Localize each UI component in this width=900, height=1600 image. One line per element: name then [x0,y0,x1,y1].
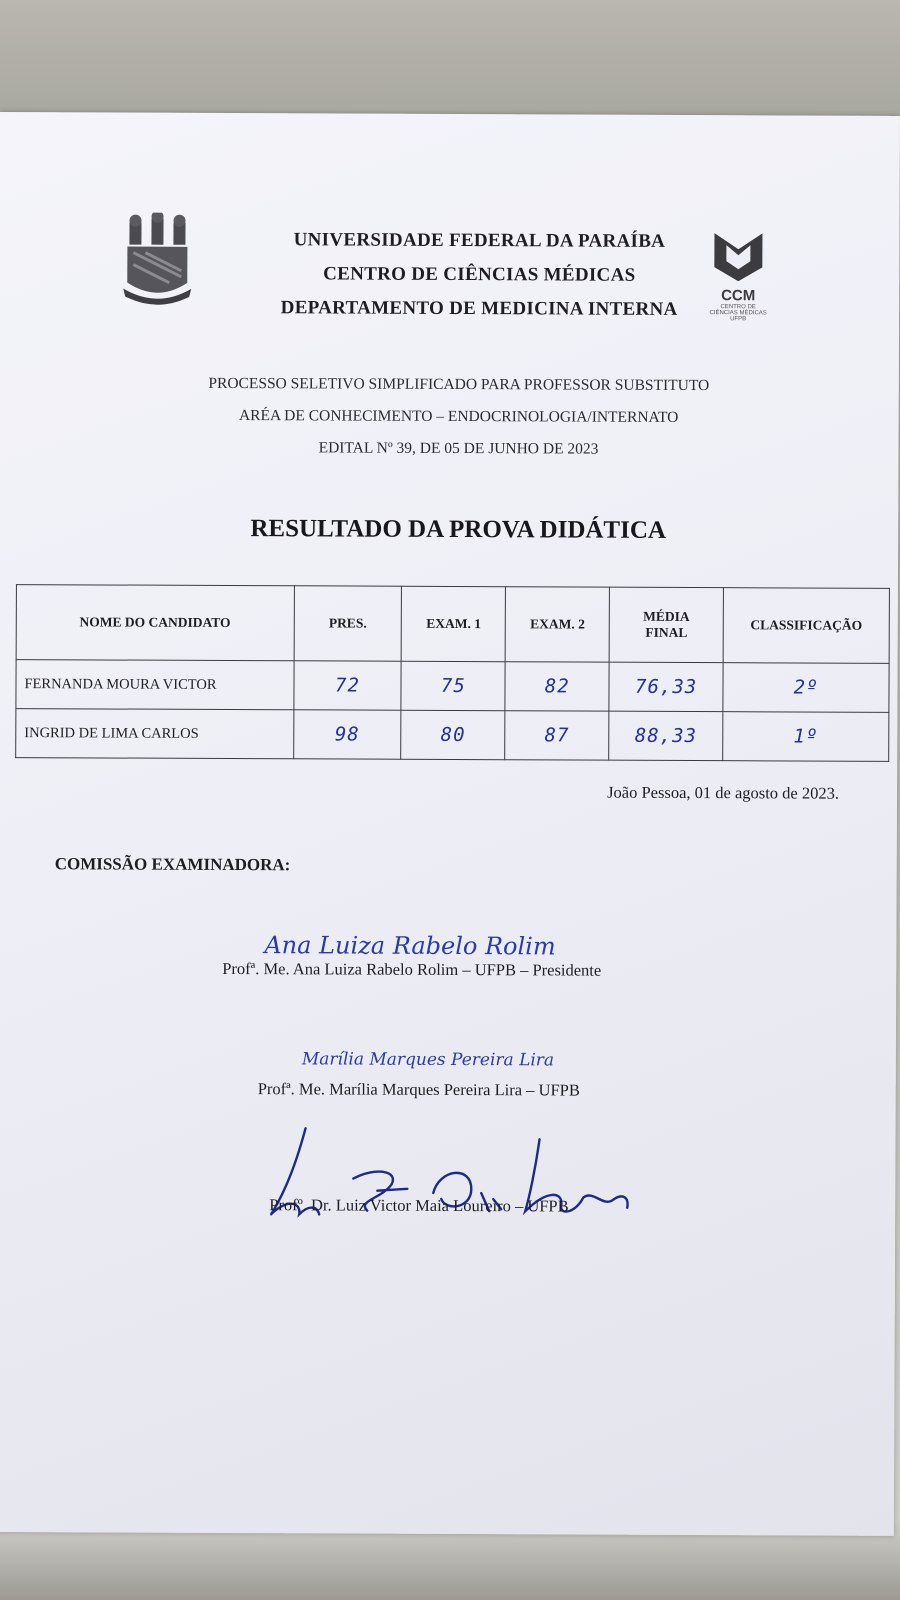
ccm-logo-sub1: CENTRO DE [720,304,756,311]
cell-exam1: 80 [401,710,505,759]
document-title: RESULTADO DA PROVA DIDÁTICA [250,515,667,544]
process-line-2: ARÉA DE CONHECIMENTO – ENDOCRINOLOGIA/INTERNATO [238,407,679,426]
header-exam2: EXAM. 2 [505,587,609,662]
university-name: UNIVERSIDADE FEDERAL DA PARAÍBA [293,229,666,252]
cell-media: 88,33 [609,711,723,760]
cell-pres: 98 [293,710,401,759]
header-media-line2: FINAL [645,624,688,641]
process-line-3: EDITAL Nº 39, DE 05 DE JUNHO DE 2023 [318,439,599,458]
header-pres: PRES. [294,586,402,661]
ccm-logo-text: CCM [721,287,756,305]
ccm-logo-sub3: UFPB [730,316,747,323]
ccm-logo-sub2: CIÊNCIAS MÉDICAS [709,310,767,317]
results-table [15,584,890,762]
cell-pres: 72 [293,661,401,710]
header-class: CLASSIFICAÇÃO [723,588,889,664]
table-row [16,709,889,762]
header-media [609,587,723,662]
member-3-label: Profº. Dr. Luiz Victor Maia Loureiro – UFPB [269,1195,569,1216]
document-page [0,112,900,1536]
cell-class: 1º [723,712,889,762]
table-row [16,660,889,713]
center-name: CENTRO DE CIÊNCIAS MÉDICAS [323,263,636,286]
ufpb-coat-of-arms-icon [119,213,195,313]
table-header-row [16,585,889,664]
header-name: NOME DO CANDIDATO [16,585,294,661]
cell-exam2: 82 [505,662,609,711]
header-media-line1: MÉDIA [643,608,690,625]
cell-exam2: 87 [505,711,609,760]
process-line-1: PROCESSO SELETIVO SIMPLIFICADO PARA PROFESSOR SUBSTITUTO [208,374,710,395]
cell-media: 76,33 [609,662,723,711]
signature-1: Ana Luiza Rabelo Rolim [264,931,556,961]
ccm-logo [695,227,781,322]
signature-2: Marília Marques Pereira Lira [301,1049,555,1071]
cell-name: INGRID DE LIMA CARLOS [16,709,294,759]
ccm-logo-icon [710,227,766,283]
cell-exam1: 75 [401,661,505,710]
commission-heading: COMISSÃO EXAMINADORA: [54,854,291,875]
member-1-label: Profª. Me. Ana Luiza Rabelo Rolim – UFPB – Presidente [222,958,602,980]
cell-name: FERNANDA MOURA VICTOR [16,660,294,710]
cell-class: 2º [723,663,889,713]
member-2-label: Profª. Me. Marília Marques Pereira Lira – UFPB [257,1079,580,1100]
header-exam1: EXAM. 1 [402,586,506,661]
document-date: João Pessoa, 01 de agosto de 2023. [607,782,840,803]
department-name: DEPARTAMENTO DE MEDICINA INTERNA [280,297,678,320]
